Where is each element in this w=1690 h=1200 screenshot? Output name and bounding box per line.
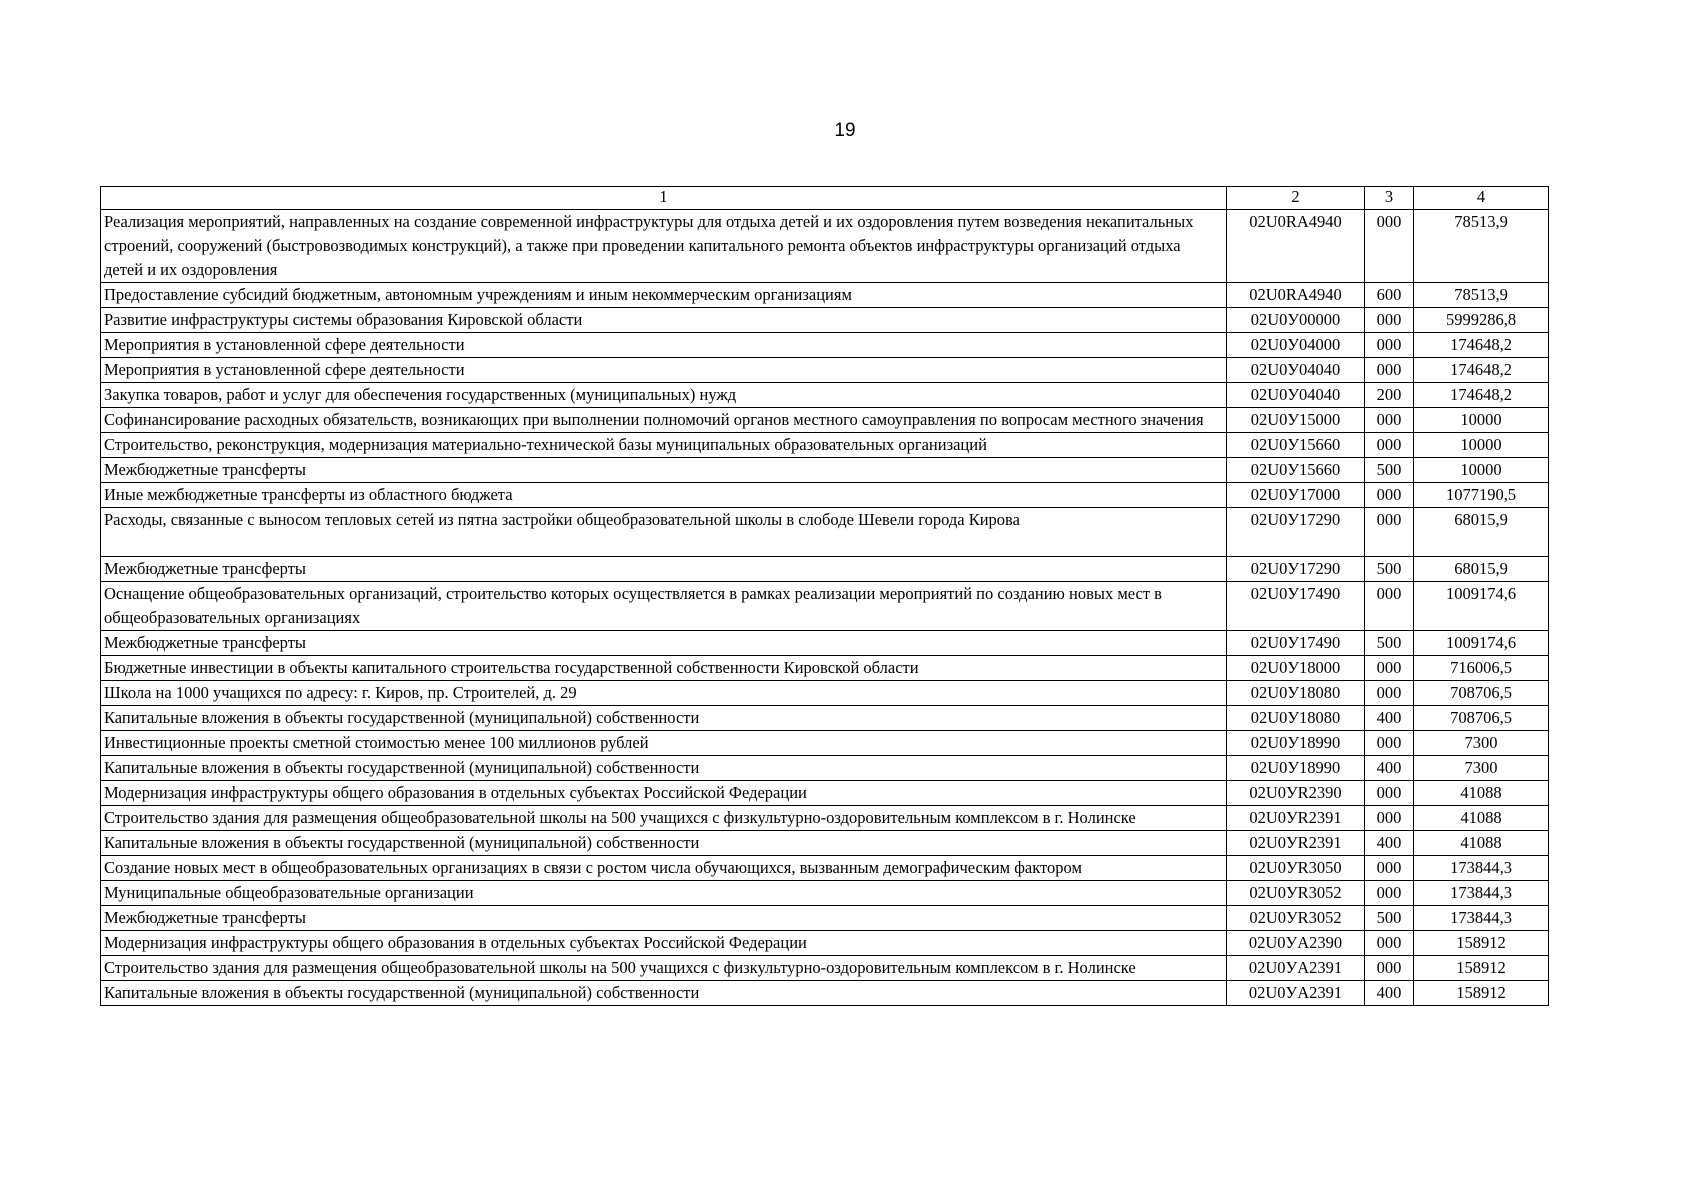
row-name-cell: Строительство здания для размещения общеобразовательной школы на 500 учащихся с физкультурно-оздоровительным комплексом в г. Нолинске <box>101 806 1227 831</box>
row-code-cell: 02U0УA2391 <box>1227 981 1365 1006</box>
row-type-cell: 000 <box>1365 681 1414 706</box>
table-row <box>101 433 1549 458</box>
row-type-cell: 500 <box>1365 458 1414 483</box>
table-row <box>101 706 1549 731</box>
row-code-cell: 02U0У15660 <box>1227 458 1365 483</box>
table-row <box>101 383 1549 408</box>
row-sum-cell: 68015,9 <box>1414 557 1549 582</box>
row-type-cell: 000 <box>1365 308 1414 333</box>
row-name-cell: Межбюджетные трансферты <box>101 631 1227 656</box>
row-sum-cell: 1077190,5 <box>1414 483 1549 508</box>
row-type-cell: 500 <box>1365 631 1414 656</box>
row-sum-cell: 5999286,8 <box>1414 308 1549 333</box>
row-name-cell: Капитальные вложения в объекты государственной (муниципальной) собственности <box>101 756 1227 781</box>
row-name-cell: Мероприятия в установленной сфере деятельности <box>101 333 1227 358</box>
table-row <box>101 656 1549 681</box>
table-row <box>101 483 1549 508</box>
row-code-cell: 02U0У04040 <box>1227 358 1365 383</box>
table-row <box>101 333 1549 358</box>
row-name-cell: Межбюджетные трансферты <box>101 557 1227 582</box>
row-type-cell: 000 <box>1365 656 1414 681</box>
row-type-cell: 400 <box>1365 831 1414 856</box>
table-row <box>101 210 1549 283</box>
table-row <box>101 557 1549 582</box>
table-row <box>101 806 1549 831</box>
row-sum-cell: 68015,9 <box>1414 508 1549 557</box>
row-type-cell: 400 <box>1365 981 1414 1006</box>
row-sum-cell: 158912 <box>1414 931 1549 956</box>
row-type-cell: 000 <box>1365 931 1414 956</box>
row-name-cell: Межбюджетные трансферты <box>101 458 1227 483</box>
row-code-cell: 02U0У04040 <box>1227 383 1365 408</box>
row-sum-cell: 10000 <box>1414 458 1549 483</box>
row-type-cell: 000 <box>1365 333 1414 358</box>
table-row <box>101 781 1549 806</box>
row-name-cell: Капитальные вложения в объекты государственной (муниципальной) собственности <box>101 706 1227 731</box>
row-type-cell: 200 <box>1365 383 1414 408</box>
row-name-cell: Школа на 1000 учащихся по адресу: г. Киров, пр. Строителей, д. 29 <box>101 681 1227 706</box>
row-name-cell: Муниципальные общеобразовательные организации <box>101 881 1227 906</box>
row-name-cell: Развитие инфраструктуры системы образования Кировской области <box>101 308 1227 333</box>
row-code-cell: 02U0У15660 <box>1227 433 1365 458</box>
row-code-cell: 02U0УR3050 <box>1227 856 1365 881</box>
row-code-cell: 02U0У18000 <box>1227 656 1365 681</box>
budget-table <box>100 186 1549 1006</box>
row-type-cell: 000 <box>1365 408 1414 433</box>
row-sum-cell: 173844,3 <box>1414 856 1549 881</box>
row-code-cell: 02U0У17290 <box>1227 508 1365 557</box>
page-number: 19 <box>834 120 856 141</box>
row-type-cell: 500 <box>1365 906 1414 931</box>
row-code-cell: 02U0УR2390 <box>1227 781 1365 806</box>
row-sum-cell: 174648,2 <box>1414 333 1549 358</box>
table-row <box>101 856 1549 881</box>
row-sum-cell: 7300 <box>1414 731 1549 756</box>
table-row <box>101 508 1549 557</box>
row-sum-cell: 78513,9 <box>1414 283 1549 308</box>
row-name-cell: Строительство, реконструкция, модернизация материально-технической базы муниципальных образовательных организаций <box>101 433 1227 458</box>
row-name-cell: Капитальные вложения в объекты государственной (муниципальной) собственности <box>101 981 1227 1006</box>
row-name-cell: Межбюджетные трансферты <box>101 906 1227 931</box>
row-sum-cell: 1009174,6 <box>1414 582 1549 631</box>
row-sum-cell: 1009174,6 <box>1414 631 1549 656</box>
table-row <box>101 756 1549 781</box>
row-name-cell: Модернизация инфраструктуры общего образования в отдельных субъектах Российской Федерации <box>101 931 1227 956</box>
row-type-cell: 000 <box>1365 731 1414 756</box>
row-code-cell: 02U0RA4940 <box>1227 210 1365 283</box>
row-sum-cell: 10000 <box>1414 433 1549 458</box>
row-code-cell: 02U0У15000 <box>1227 408 1365 433</box>
row-sum-cell: 173844,3 <box>1414 881 1549 906</box>
row-code-cell: 02U0УA2391 <box>1227 956 1365 981</box>
row-sum-cell: 716006,5 <box>1414 656 1549 681</box>
table-row <box>101 981 1549 1006</box>
table-row <box>101 931 1549 956</box>
table-row <box>101 956 1549 981</box>
row-type-cell: 000 <box>1365 856 1414 881</box>
row-type-cell: 000 <box>1365 210 1414 283</box>
table-row <box>101 308 1549 333</box>
row-name-cell: Закупка товаров, работ и услуг для обеспечения государственных (муниципальных) нужд <box>101 383 1227 408</box>
row-name-cell: Создание новых мест в общеобразовательных организациях в связи с ростом числа обучающихся, вызванным демографическим фактором <box>101 856 1227 881</box>
table-row <box>101 731 1549 756</box>
row-code-cell: 02U0У17000 <box>1227 483 1365 508</box>
row-type-cell: 000 <box>1365 781 1414 806</box>
header-col-1: 1 <box>101 187 1227 210</box>
row-sum-cell: 10000 <box>1414 408 1549 433</box>
table-row <box>101 408 1549 433</box>
row-code-cell: 02U0УR3052 <box>1227 881 1365 906</box>
table-row <box>101 681 1549 706</box>
row-name-cell: Иные межбюджетные трансферты из областного бюджета <box>101 483 1227 508</box>
row-sum-cell: 173844,3 <box>1414 906 1549 931</box>
row-type-cell: 000 <box>1365 433 1414 458</box>
row-code-cell: 02U0У18990 <box>1227 731 1365 756</box>
row-name-cell: Софинансирование расходных обязательств, возникающих при выполнении полномочий органов местного самоуправления по вопросам местного значения <box>101 408 1227 433</box>
row-name-cell: Реализация мероприятий, направленных на создание современной инфраструктуры для отдыха детей и их оздоровления путем возведения некапитальных строений, сооружений (быстровозводимых конструкций), а также при проведении капитального ремонта объектов инфраструктуры организаций отдыха детей и их оздоровления <box>101 210 1227 283</box>
table-row <box>101 881 1549 906</box>
table-row <box>101 631 1549 656</box>
row-type-cell: 600 <box>1365 283 1414 308</box>
row-name-cell: Мероприятия в установленной сфере деятельности <box>101 358 1227 383</box>
header-col-3: 3 <box>1365 187 1414 210</box>
row-name-cell: Капитальные вложения в объекты государственной (муниципальной) собственности <box>101 831 1227 856</box>
table-body <box>101 210 1549 1006</box>
row-name-cell: Предоставление субсидий бюджетным, автономным учреждениям и иным некоммерческим организациям <box>101 283 1227 308</box>
table-row <box>101 582 1549 631</box>
row-code-cell: 02U0У00000 <box>1227 308 1365 333</box>
row-code-cell: 02U0УR3052 <box>1227 906 1365 931</box>
header-col-2: 2 <box>1227 187 1365 210</box>
row-code-cell: 02U0УA2390 <box>1227 931 1365 956</box>
row-code-cell: 02U0У17490 <box>1227 582 1365 631</box>
row-sum-cell: 708706,5 <box>1414 706 1549 731</box>
row-name-cell: Бюджетные инвестиции в объекты капитального строительства государственной собственности Кировской области <box>101 656 1227 681</box>
row-code-cell: 02U0У17490 <box>1227 631 1365 656</box>
row-sum-cell: 158912 <box>1414 981 1549 1006</box>
row-sum-cell: 78513,9 <box>1414 210 1549 283</box>
row-sum-cell: 41088 <box>1414 831 1549 856</box>
row-sum-cell: 158912 <box>1414 956 1549 981</box>
header-col-4: 4 <box>1414 187 1549 210</box>
row-type-cell: 400 <box>1365 756 1414 781</box>
row-sum-cell: 174648,2 <box>1414 358 1549 383</box>
row-code-cell: 02U0У18080 <box>1227 706 1365 731</box>
row-code-cell: 02U0У18990 <box>1227 756 1365 781</box>
row-name-cell: Строительство здания для размещения общеобразовательной школы на 500 учащихся с физкультурно-оздоровительным комплексом в г. Нолинске <box>101 956 1227 981</box>
row-type-cell: 000 <box>1365 582 1414 631</box>
row-code-cell: 02U0RA4940 <box>1227 283 1365 308</box>
table-row <box>101 458 1549 483</box>
row-type-cell: 000 <box>1365 806 1414 831</box>
row-type-cell: 000 <box>1365 483 1414 508</box>
row-code-cell: 02U0УR2391 <box>1227 806 1365 831</box>
table-row <box>101 283 1549 308</box>
row-type-cell: 500 <box>1365 557 1414 582</box>
row-name-cell: Оснащение общеобразовательных организаций, строительство которых осуществляется в рамках реализации мероприятий по созданию новых мест в общеобразовательных организациях <box>101 582 1227 631</box>
row-name-cell: Модернизация инфраструктуры общего образования в отдельных субъектах Российской Федерации <box>101 781 1227 806</box>
row-name-cell: Расходы, связанные с выносом тепловых сетей из пятна застройки общеобразовательной школы в слободе Шевели города Кирова <box>101 508 1227 557</box>
table-row <box>101 831 1549 856</box>
row-code-cell: 02U0У18080 <box>1227 681 1365 706</box>
row-code-cell: 02U0У17290 <box>1227 557 1365 582</box>
row-sum-cell: 174648,2 <box>1414 383 1549 408</box>
table-row <box>101 906 1549 931</box>
row-sum-cell: 7300 <box>1414 756 1549 781</box>
row-name-cell: Инвестиционные проекты сметной стоимостью менее 100 миллионов рублей <box>101 731 1227 756</box>
row-type-cell: 000 <box>1365 881 1414 906</box>
row-sum-cell: 41088 <box>1414 806 1549 831</box>
row-sum-cell: 41088 <box>1414 781 1549 806</box>
row-type-cell: 000 <box>1365 956 1414 981</box>
row-code-cell: 02U0У04000 <box>1227 333 1365 358</box>
row-code-cell: 02U0УR2391 <box>1227 831 1365 856</box>
table-header-row <box>101 187 1549 210</box>
row-type-cell: 000 <box>1365 358 1414 383</box>
row-type-cell: 000 <box>1365 508 1414 557</box>
row-type-cell: 400 <box>1365 706 1414 731</box>
table-row <box>101 358 1549 383</box>
row-sum-cell: 708706,5 <box>1414 681 1549 706</box>
